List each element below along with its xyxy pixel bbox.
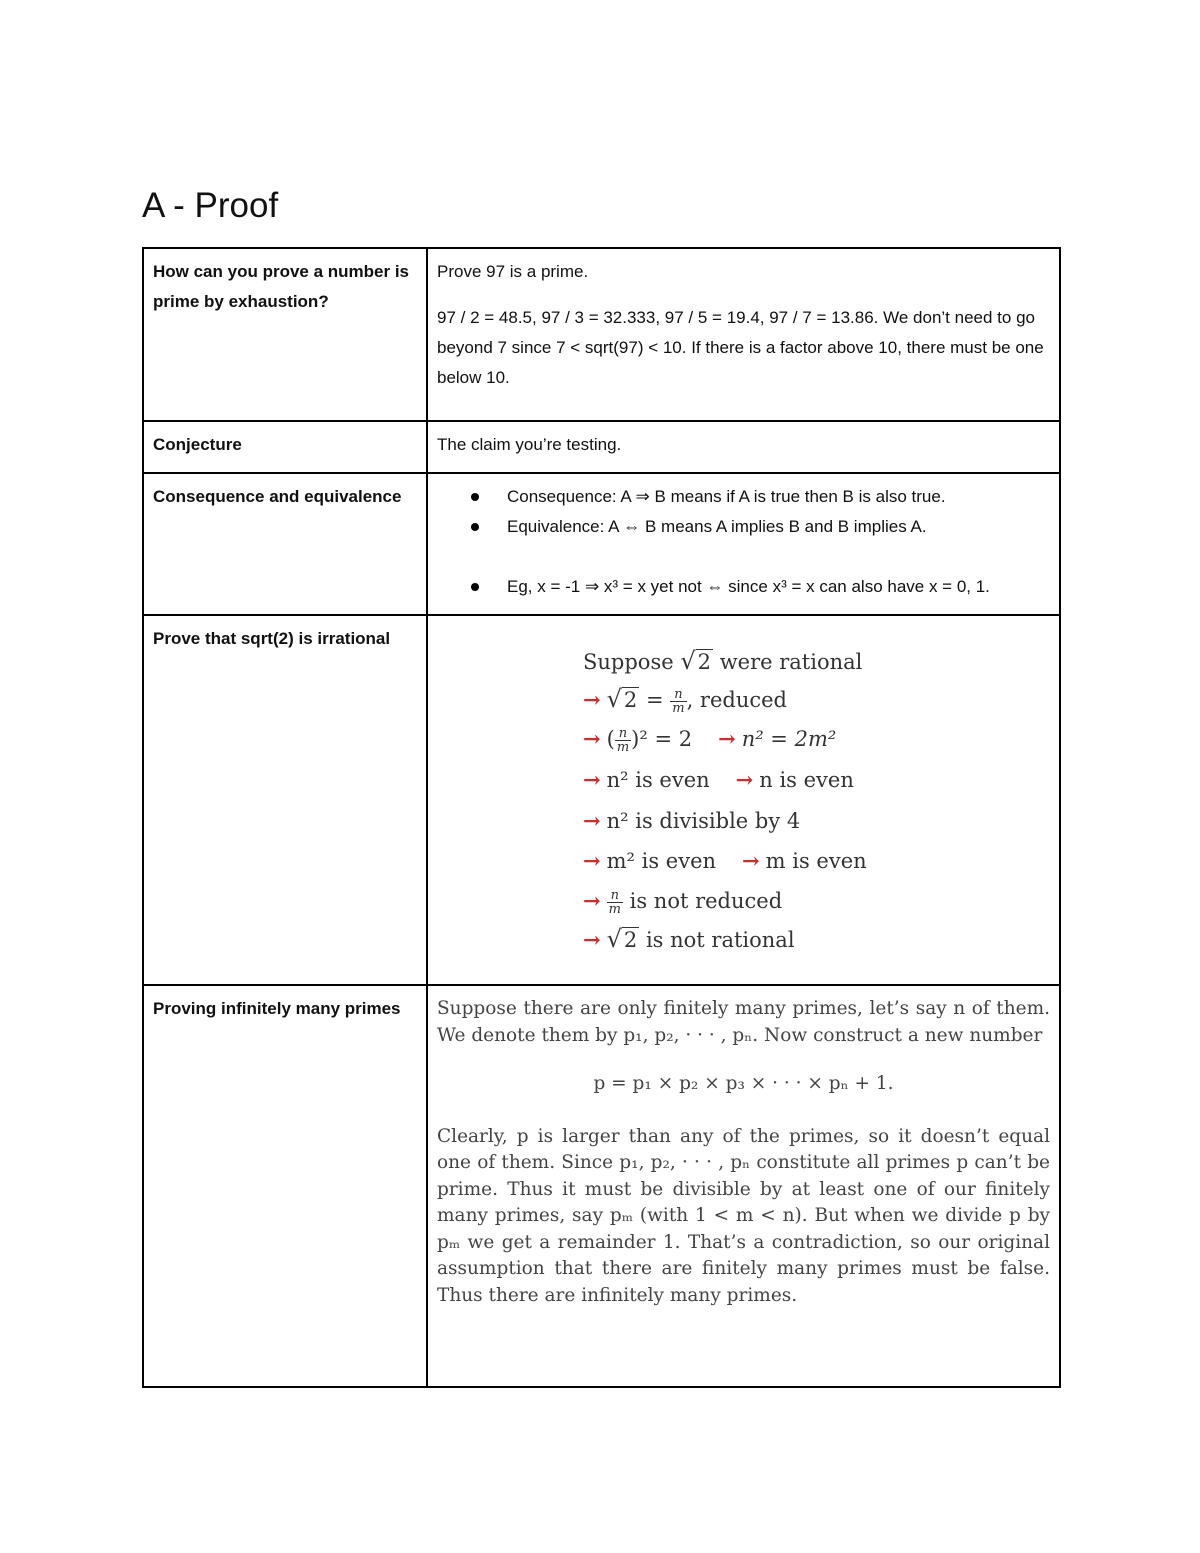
proof-line: → $\frac{n}{m}$ is not reduced bbox=[583, 888, 783, 917]
question-cell: Conjecture bbox=[143, 421, 427, 473]
answer-cell bbox=[427, 615, 1060, 985]
arrow-icon: → bbox=[583, 767, 601, 792]
arrow-icon: → bbox=[583, 687, 601, 712]
sqrt2-proof-image bbox=[428, 616, 1059, 966]
sqrt-symbol: √2 bbox=[606, 685, 638, 713]
proof-line: → √2 is not rational bbox=[583, 925, 795, 953]
question-cell: Proving infinitely many primes bbox=[143, 985, 427, 1387]
table-row bbox=[143, 985, 1060, 1387]
sqrt-symbol: √2 bbox=[606, 925, 638, 953]
proof-equation: p = p₁ × p₂ × p₃ × · · · × pₙ + 1. bbox=[593, 1073, 894, 1094]
table-row bbox=[143, 421, 1060, 473]
question-cell: Prove that sqrt(2) is irrational bbox=[143, 615, 427, 985]
arrow-icon: → bbox=[735, 767, 754, 792]
bullet-list bbox=[437, 482, 1050, 602]
page-title: A - Proof bbox=[142, 186, 279, 225]
proof-line: → √2 = $\frac{n}{m}$ , reduced bbox=[583, 685, 787, 716]
proof-line: Suppose √2 were rational bbox=[583, 647, 863, 675]
arrow-icon: → bbox=[583, 888, 601, 913]
proof-line: → ( $\frac{n}{m}$ )² = 2 → n² = 2m² bbox=[583, 726, 837, 755]
table-row bbox=[143, 248, 1060, 421]
sqrt-symbol: √2 bbox=[680, 647, 712, 675]
question-cell: Consequence and equivalence bbox=[143, 473, 427, 615]
arrow-icon: → bbox=[583, 927, 601, 952]
notes-table bbox=[142, 247, 1061, 1388]
answer-cell: The claim you’re testing. bbox=[427, 421, 1060, 473]
arrow-icon: → bbox=[583, 848, 601, 873]
list-item: Equivalence: A ⇔ B means A implies B and B implies A. bbox=[507, 512, 1050, 542]
arrow-icon: → bbox=[742, 848, 760, 873]
proof-line: → n² is even → n is even bbox=[583, 767, 854, 792]
question-cell: How can you prove a number is prime by exhaustion? bbox=[143, 248, 427, 421]
answer-text: 97 / 2 = 48.5, 97 / 3 = 32.333, 97 / 5 = 19.4, 97 / 7 = 13.86. We don’t need to go beyond 7 since 7 < sqrt(97) < 10. If there is a factor above 10, there must be one below 10. bbox=[437, 308, 1044, 387]
arrow-icon: → bbox=[718, 726, 736, 751]
infinite-primes-proof-image bbox=[437, 994, 1050, 1309]
answer-cell bbox=[427, 985, 1060, 1387]
table-row bbox=[143, 615, 1060, 985]
answer-cell bbox=[427, 473, 1060, 615]
proof-paragraph: Clearly, p is larger than any of the primes, so it doesn’t equal one of them. Since p₁, p₂, · · · , pₙ constitute all primes p can’t be prime. Thus it must be divisible by at least one of our finitely many primes, say pₘ (with 1 < m < n). But when we divide p by pₘ we get a remainder 1. That’s a contradiction, so our original assumption that there are finitely many primes must be false. Thus there are infinitely many primes. bbox=[437, 1125, 1050, 1306]
proof-paragraph: Suppose there are only finitely many primes, let’s say n of them. We denote them by p₁, p₂, · · · , pₙ. Now construct a new number bbox=[437, 998, 1050, 1046]
table-row bbox=[143, 473, 1060, 615]
arrow-icon: → bbox=[583, 808, 601, 833]
answer-text: Prove 97 is a prime. bbox=[437, 262, 589, 281]
answer-cell bbox=[427, 248, 1060, 421]
proof-line: → n² is divisible by 4 bbox=[583, 808, 801, 833]
list-item: Consequence: A ⇒ B means if A is true then B is also true. bbox=[507, 482, 1050, 512]
list-item: Eg, x = -1 ⇒ x³ = x yet not ⇔ since x³ = x can also have x = 0, 1. bbox=[507, 572, 1050, 602]
proof-line: → m² is even → m is even bbox=[583, 848, 867, 873]
arrow-icon: → bbox=[583, 726, 601, 751]
